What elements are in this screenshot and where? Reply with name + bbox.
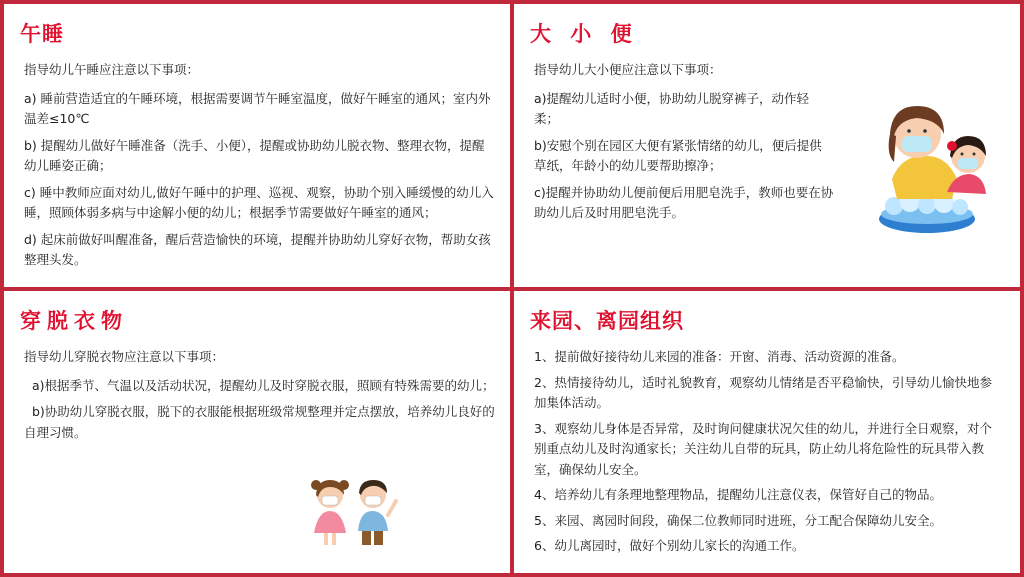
arrival-item: 3、观察幼儿身体是否异常，及时询问健康状况欠佳的幼儿，并进行全日观察，对个别重点幼儿及时沟通家长；关注幼儿自带的玩具，防止幼儿将危险性的玩具带入教室，确保幼儿安全。 [534, 420, 992, 477]
nap-item: d) 起床前做好叫醒准备，醒后营造愉快的环境，提醒并协助幼儿穿好衣物，帮助女孩整理头发。 [24, 231, 491, 267]
arrival-item: 5、来园、离园时间段，确保二位教师同时进班，分工配合保障幼儿安全。 [534, 512, 942, 528]
nap-panel [4, 4, 510, 287]
kids-wearing-masks-illustration [302, 471, 402, 551]
arrival-title: 来园、离园组织 [530, 309, 684, 333]
dressing-item: b)协助幼儿穿脱衣服，脱下的衣服能根据班级常规整理并定点摆放，培养幼儿良好的自理习惯。 [24, 404, 495, 440]
nap-body [24, 60, 496, 277]
arrival-item: 6、幼儿离园时，做好个别幼儿家长的沟通工作。 [534, 538, 805, 553]
dressing-title: 穿脱衣物 [20, 309, 128, 333]
toilet-body [534, 60, 834, 230]
toilet-item: c)提醒并协助幼儿便前便后用肥皂洗手，教师也要在协助幼儿后及时用肥皂洗手。 [534, 184, 834, 220]
arrival-body [534, 347, 1004, 562]
dressing-panel [4, 291, 510, 573]
toilet-item: a)提醒幼儿适时小便，协助幼儿脱穿裤子，动作轻柔； [534, 90, 810, 126]
nap-title: 午睡 [20, 22, 64, 46]
arrival-item: 4、培养幼儿有条理地整理物品，提醒幼儿注意仪表，保管好自己的物品。 [534, 487, 942, 502]
arrival-item: 1、提前做好接待幼儿来园的准备：开窗、消毒、活动资源的准备。 [534, 349, 905, 364]
nap-item: b) 提醒幼儿做好午睡准备（洗手、小便），提醒或协助幼儿脱衣物、整理衣物，提醒幼儿睡姿正确； [24, 137, 485, 173]
nap-item: a) 睡前营造适宜的午睡环境，根据需要调节午睡室温度，做好午睡室的通风；室内外温差≤10℃ [24, 90, 491, 126]
dressing-item: a)根据季节、气温以及活动状况，提醒幼儿及时穿脱衣服，照顾有特殊需要的幼儿； [24, 377, 495, 393]
toilet-item: b)安慰个别在园区大便有紧张情绪的幼儿，便后提供草纸，年龄小的幼儿要帮助擦净； [534, 137, 822, 173]
toilet-panel [514, 4, 1020, 287]
dressing-body [24, 347, 496, 449]
nap-intro: 指导幼儿午睡应注意以下事项： [24, 62, 200, 77]
toilet-title: 大 小 便 [530, 22, 638, 46]
nap-item: c) 睡中教师应面对幼儿,做好午睡中的护理、巡视、观察，协助个别入睡缓慢的幼儿入睡，照顾体弱多病与中途解小便的幼儿；根据季节需要做好午睡室的通风； [24, 184, 494, 220]
arrival-item: 2、热情接待幼儿，适时礼貌教育，观察幼儿情绪是否平稳愉快，引导幼儿愉快地参加集体活动。 [534, 374, 992, 410]
arrival-departure-panel [514, 291, 1020, 573]
dressing-intro: 指导幼儿穿脱衣物应注意以下事项： [24, 349, 225, 364]
kids-handwashing-illustration [872, 84, 992, 244]
toilet-intro: 指导幼儿大小便应注意以下事项： [534, 62, 722, 77]
